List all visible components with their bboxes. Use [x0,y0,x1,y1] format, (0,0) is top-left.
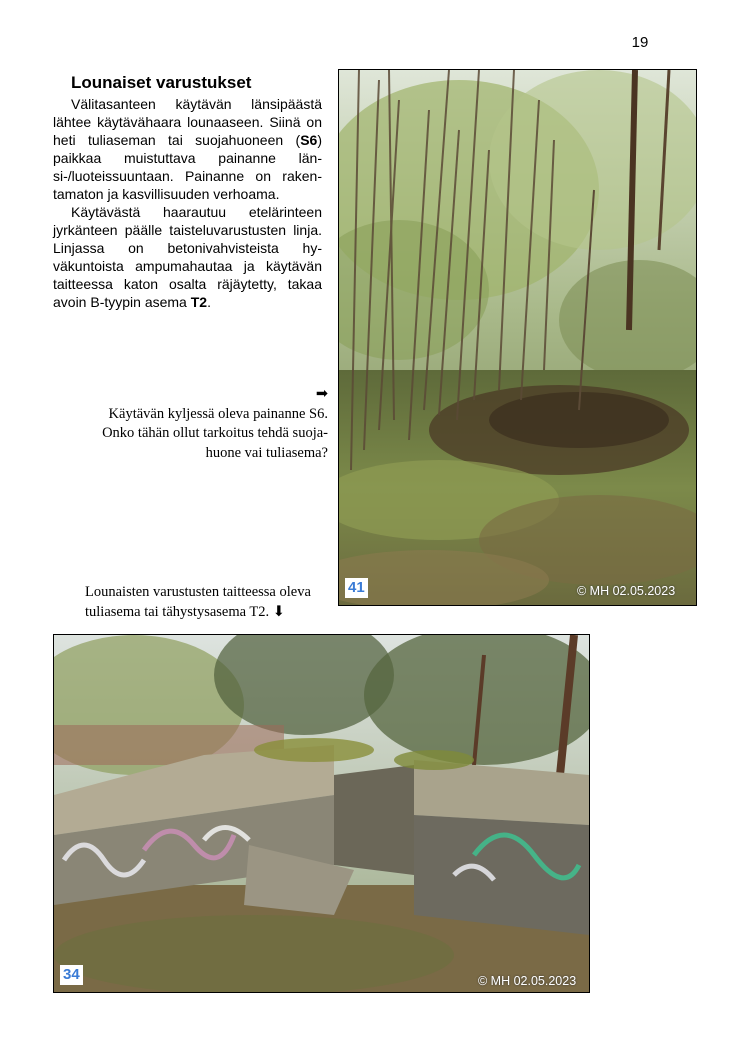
caption-text: tuliasema tai tähystysasema T2. [85,603,270,620]
caption-line: Käytävän kyljessä oleva painanne S6. [108,405,328,422]
down-arrow-icon: ⬇ [272,603,285,620]
paragraph-1-bold: S6 [300,132,318,148]
photo-concrete-position [53,634,590,993]
page-number: 19 [631,34,649,51]
paragraph-2-bold: T2 [190,294,208,310]
paragraph-2 [53,203,322,311]
photo-2-credit: © MH 02.05.2023 [478,974,577,988]
photo-2-number: 34 [60,965,83,985]
photo-2-caption [85,583,345,622]
section-text [53,72,322,311]
caption-line-2 [85,603,345,623]
forest-photo-graphic [339,70,696,605]
caption-line: Onko tähän ollut tarkoitus tehdä suoja- [102,425,328,441]
right-arrow-icon: ➡ [315,386,328,402]
paragraph-1 [53,95,322,203]
paragraph-1-text-a: Välitasanteen käytävän länsipäästä lähtee käytävähaara lounaaseen. Siinä on heti tuliaseman tai suojahuoneen ( [53,96,322,148]
bunker-photo-graphic [54,635,589,992]
paragraph-2-text-a: Käytävästä haarautuu etelärinteen jyrkänteen päälle taisteluvarustusten linja. Linjassa on betonivahvisteista hyväkuntoista ampumahautaa ja käytävän taitteessa katon osalta räjäytetty, takaa avoin B-tyypin asema [53,204,322,310]
paragraph-2-text-b: . [207,294,211,310]
photo-1-caption [80,385,328,463]
photo-1-credit: © MH 02.05.2023 [577,584,676,598]
caption-line: Lounaisten varustusten taitteessa oleva [85,584,311,600]
paragraph-1-text-b: ) paikkaa muistuttava painanne länsi-/luoteissuuntaan. Painanne on rakentamaton ja kasvillisuuden verhoama. [53,132,322,202]
photo-forest-depression [338,69,697,606]
photo-1-number: 41 [345,578,368,598]
section-title: Lounaiset varustukset [71,73,252,92]
caption-line: huone vai tuliasema? [205,444,328,461]
